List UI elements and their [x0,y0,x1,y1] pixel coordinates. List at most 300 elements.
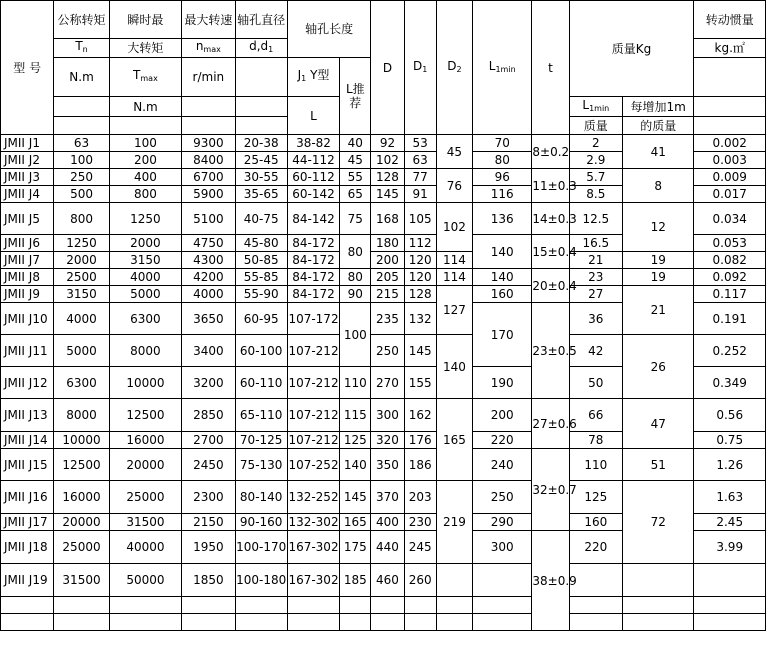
cell-mass-add: 19 [622,252,693,269]
cell-inertia: 0.002 [694,135,766,152]
header-empty-7 [182,117,235,135]
cell-j1y: 132-252 [287,481,339,514]
cell-mass [569,564,622,597]
cell-d: 75-130 [235,449,287,481]
cell-lrec: 55 [340,169,371,186]
cell-d: 20-38 [235,135,287,152]
cell-tn: 4000 [54,303,109,335]
cell-d: 90-160 [235,514,287,531]
cell-tn: 6300 [54,367,109,399]
table-row [1,203,766,235]
table-row-blank [1,597,766,614]
cell-d: 80-140 [235,481,287,514]
cell-nmax: 2700 [182,432,235,449]
cell-D2: 114 [436,252,472,269]
cell-mass-add: 12 [622,203,693,252]
cell-mass: 160 [569,514,622,531]
cell-tn: 63 [54,135,109,152]
cell-D: 320 [371,432,404,449]
header-j1y: $J_1$ Y型 [287,58,339,97]
header-peak-symbol: $T_{max}$ [109,58,181,97]
cell-inertia: 0.349 [694,367,766,399]
cell-tmax: 10000 [109,367,181,399]
cell-tmax: 200 [109,152,181,169]
cell-nmax: 6700 [182,169,235,186]
cell-lrec: 115 [340,399,371,432]
header-speed-unit: r/min [182,58,235,97]
header-max-speed: 最大转速 [182,1,235,39]
cell-D1: 120 [404,269,436,286]
cell-nmax: 3200 [182,367,235,399]
cell-D1: 230 [404,514,436,531]
cell-tmax: 8000 [109,335,181,367]
cell-tmax: 12500 [109,399,181,432]
cell-nmax: 8400 [182,152,235,169]
cell-nmax: 4300 [182,252,235,269]
cell-inertia [694,564,766,597]
cell-L1: 300 [473,531,532,564]
cell-inertia: 0.053 [694,235,766,252]
cell-D: 350 [371,449,404,481]
cell-inertia: 0.191 [694,303,766,335]
cell-mass-add: 21 [622,286,693,335]
cell-j1y: 84-172 [287,235,339,252]
header-empty-4 [694,97,766,117]
cell-inertia: 0.56 [694,399,766,432]
cell-mass: 2 [569,135,622,152]
cell-D: 145 [371,186,404,203]
cell-nmax: 3400 [182,335,235,367]
cell-j1y: 132-302 [288,515,339,529]
header-l-rec: L推 荐 [340,58,371,135]
header-peak-unit: N.m [109,97,181,117]
cell-mass-add [622,564,693,597]
header-mass-l1: $L_{1min}$ [569,97,622,117]
header-peak-torque-b: 大转矩 [109,39,181,58]
cell-inertia: 0.092 [694,269,766,286]
table-row [1,335,766,367]
header-L1min: $L_{1min}$ [473,1,532,135]
header-bore-symbol: $d,d_1$ [235,39,287,58]
cell-j1y: 38-82 [287,135,339,152]
cell-L1: 250 [473,481,532,514]
cell-model: JMII J3 [1,169,54,186]
cell-D: 205 [371,269,404,286]
cell-D: 235 [371,303,404,335]
cell-t: 23±0.5 [532,303,569,399]
cell-lrec: 45 [340,152,371,169]
cell-nmax: 5900 [182,186,235,203]
cell-L1: 140 [473,269,532,286]
cell-d: 70-125 [235,432,287,449]
header-t: t [532,1,569,135]
cell-D: 440 [371,531,404,564]
cell-t: 20±0.4 [532,269,569,303]
cell-nmax: 4000 [182,286,235,303]
cell-tn: 1250 [54,235,109,252]
cell-tmax: 100 [109,135,181,152]
header-peak-torque-a: 瞬时最 [109,1,181,39]
cell-D: 128 [371,169,404,186]
cell-tn: 8000 [54,399,109,432]
header-bore-length: 轴孔长度 [287,1,371,58]
cell-tmax: 1250 [109,203,181,235]
cell-D1: 260 [404,564,436,597]
cell-D: 300 [371,399,404,432]
cell-model: JMII J19 [1,564,54,597]
cell-j1y: 107-212 [287,367,339,399]
cell-mass: 125 [569,481,622,514]
cell-lrec: 185 [340,564,371,597]
cell-tmax: 5000 [109,286,181,303]
cell-j1y: 60-142 [287,186,339,203]
header-mass: 质量Kg [569,1,694,97]
cell-nmax: 1850 [182,564,235,597]
cell-mass-add: 8 [622,169,693,203]
cell-lrec: 100 [340,303,371,367]
cell-model: JMII J13 [1,399,54,432]
cell-nmax: 2300 [182,481,235,514]
cell-t: 38±0.9 [532,531,569,631]
cell-L1: 80 [473,152,532,169]
cell-t: 15±0.4 [532,235,569,269]
cell-D2: 114 [436,269,472,286]
cell-model: JMII J11 [1,335,54,367]
cell-tmax: 4000 [109,269,181,286]
cell-D2: 165 [436,399,472,481]
header-empty-inertia [694,58,766,97]
cell-model: JMII J17 [1,514,54,531]
cell-d: 25-45 [235,152,287,169]
cell-D2: 76 [436,169,472,203]
cell-lrec: 75 [340,203,371,235]
cell-tmax: 800 [109,186,181,203]
cell-L1: 220 [473,432,532,449]
cell-tmax: 3150 [109,252,181,269]
cell-t: 32±0.7 [532,449,569,531]
header-nominal-symbol: $T_n$ [54,39,109,58]
cell-mass: 5.7 [569,169,622,186]
cell-inertia: 0.009 [694,169,766,186]
cell-D1: 245 [404,531,436,564]
cell-mass: 36 [569,303,622,335]
cell-D1: 155 [404,367,436,399]
header-empty-1 [54,97,109,117]
cell-d: 45-80 [235,235,287,252]
cell-L1: 70 [473,135,532,152]
header-empty-8 [235,117,287,135]
cell-j1y: 107-252 [287,449,339,481]
cell-t: 27±0.6 [532,399,569,449]
cell-mass-add: 72 [622,481,693,564]
table-row [1,564,766,597]
cell-tmax: 2000 [109,235,181,252]
header-nominal-torque: 公称转矩 [54,1,109,39]
header-l-label: L [287,97,339,135]
header-inertia: 转动惯量 [694,1,766,39]
cell-model: JMII J10 [1,303,54,335]
cell-L1: 200 [473,399,532,432]
cell-mass: 220 [569,531,622,564]
cell-j1y: 84-172 [287,286,339,303]
cell-inertia: 0.75 [694,432,766,449]
cell-lrec: 140 [340,449,371,481]
cell-D: 92 [371,135,404,152]
cell-inertia: 0.003 [694,152,766,169]
cell-tn: 25000 [54,531,109,564]
cell-mass-add: 47 [622,399,693,449]
cell-nmax: 2850 [182,399,235,432]
cell-j1y: 84-142 [287,203,339,235]
cell-D: 270 [371,367,404,399]
cell-D2 [436,564,472,597]
cell-D1: 112 [404,235,436,252]
cell-model: JMII J16 [1,481,54,514]
cell-d: 30-55 [235,169,287,186]
cell-tmax: 6300 [109,303,181,335]
cell-model: JMII J7 [1,252,54,269]
cell-mass: 16.5 [569,235,622,252]
cell-model: JMII J8 [1,269,54,286]
cell-nmax: 5100 [182,203,235,235]
cell-mass: 23 [569,269,622,286]
cell-d: 100-180 [235,564,287,597]
cell-mass: 27 [569,286,622,303]
cell-lrec: 65 [340,186,371,203]
cell-j1y: 167-302 [287,564,339,597]
cell-D1: 77 [404,169,436,186]
cell-mass: 42 [569,335,622,367]
cell-inertia: 3.99 [694,531,766,564]
cell-model: JMII J18 [1,531,54,564]
header-D: D [371,1,404,135]
cell-d: 65-110 [235,399,287,432]
table-row [1,286,766,303]
cell-d: 100-170 [235,531,287,564]
cell-model: JMII J9 [1,286,54,303]
cell-L1: 190 [473,367,532,399]
cell-inertia: 1.63 [694,481,766,514]
cell-j1y: 107-172 [287,303,339,335]
cell-j1y: 84-172 [287,269,339,286]
cell-D: 168 [371,203,404,235]
cell-tn: 31500 [54,564,109,597]
cell-j1y: 84-172 [287,252,339,269]
cell-tn: 800 [54,203,109,235]
cell-L1 [473,564,532,597]
header-D2: $D_2$ [436,1,472,135]
cell-D1: 105 [404,203,436,235]
cell-mass: 2.9 [569,152,622,169]
cell-d: 50-85 [235,252,287,269]
cell-model: JMII J6 [1,235,54,252]
table-row [1,252,766,269]
table-row [1,399,766,432]
cell-L1: 170 [473,303,532,367]
cell-tmax: 40000 [109,531,181,564]
cell-D2: 102 [436,203,472,252]
cell-t: 8±0.2 [532,135,569,169]
cell-tn: 16000 [54,481,109,514]
header-empty-bore [235,58,287,97]
header-empty-3 [235,97,287,117]
cell-d: 60-110 [235,367,287,399]
cell-inertia: 1.26 [694,449,766,481]
table-row [1,481,766,514]
cell-model: JMII J2 [1,152,54,169]
cell-mass: 110 [569,449,622,481]
cell-nmax: 2150 [182,514,235,531]
table-row-blank [1,614,766,631]
cell-D1: 162 [404,399,436,432]
cell-nmax: 4750 [182,235,235,252]
cell-tn: 2500 [54,269,109,286]
header-mass-l1-b: 质量 [569,117,622,135]
cell-D1: 63 [404,152,436,169]
cell-L1: 116 [473,186,532,203]
cell-j1y: 107-212 [288,433,339,447]
cell-model: JMII J5 [1,203,54,235]
cell-lrec: 80 [340,235,371,269]
cell-inertia: 0.252 [694,335,766,367]
cell-tn: 500 [54,186,109,203]
cell-D: 200 [371,252,404,269]
cell-lrec: 145 [340,481,371,514]
cell-tn: 250 [54,169,109,186]
header-empty-9 [694,117,766,135]
cell-lrec: 80 [340,269,371,286]
cell-D1: 203 [404,481,436,514]
cell-t: 14±0.3 [532,203,569,235]
cell-j1y: 167-302 [287,531,339,564]
cell-D: 180 [371,235,404,252]
cell-mass: 66 [569,399,622,432]
cell-D: 215 [371,286,404,303]
cell-inertia: 0.017 [694,186,766,203]
cell-D: 250 [371,335,404,367]
cell-D1: 176 [404,432,436,449]
cell-tmax: 400 [109,169,181,186]
cell-D2: 219 [436,481,472,564]
cell-D2: 140 [436,335,472,399]
cell-inertia: 2.45 [694,514,766,531]
cell-L1: 240 [473,449,532,481]
cell-mass-add: 51 [622,449,693,481]
cell-mass: 8.5 [569,186,622,203]
cell-L1: 140 [473,235,532,269]
cell-mass: 50 [569,367,622,399]
cell-tn: 20000 [54,514,109,531]
cell-D1: 128 [404,286,436,303]
cell-D: 400 [371,514,404,531]
cell-nmax: 1950 [182,531,235,564]
cell-L1: 96 [473,169,532,186]
cell-mass-add: 26 [622,335,693,399]
cell-d: 40-75 [235,203,287,235]
header-empty-2 [182,97,235,117]
cell-lrec: 125 [340,432,371,449]
cell-tmax: 31500 [109,514,181,531]
cell-lrec: 90 [340,286,371,303]
header-model: 型 号 [1,1,54,135]
cell-lrec: 165 [340,514,371,531]
cell-lrec: 110 [340,367,371,399]
cell-d: 35-65 [235,186,287,203]
cell-lrec: 40 [340,135,371,152]
cell-D1: 120 [404,252,436,269]
header-nominal-unit: N.m [54,58,109,97]
cell-L1: 290 [473,514,532,531]
cell-inertia: 0.034 [694,203,766,235]
cell-nmax: 4200 [182,269,235,286]
cell-D: 102 [371,152,404,169]
cell-model: JMII J14 [1,432,54,449]
cell-nmax: 9300 [182,135,235,152]
cell-D1: 145 [404,335,436,367]
cell-D1: 186 [404,449,436,481]
cell-mass: 21 [569,252,622,269]
cell-D: 460 [371,564,404,597]
cell-j1y: 60-112 [287,169,339,186]
cell-tn: 5000 [54,335,109,367]
cell-D2: 127 [436,286,472,335]
cell-model: JMII J12 [1,367,54,399]
header-D1: $D_1$ [404,1,436,135]
header-empty-6 [109,117,181,135]
cell-mass-add: 41 [622,135,693,169]
cell-d: 55-85 [235,269,287,286]
cell-tn: 100 [54,152,109,169]
cell-model: JMII J1 [1,135,54,152]
cell-j1y: 107-212 [287,335,339,367]
cell-tmax: 50000 [109,564,181,597]
cell-nmax: 3650 [182,303,235,335]
cell-lrec: 175 [340,531,371,564]
cell-model: JMII J4 [1,186,54,203]
cell-d: 55-90 [235,286,287,303]
cell-t: 11±0.3 [532,169,569,203]
header-mass-add-b: 的质量 [622,117,693,135]
cell-tmax: 20000 [109,449,181,481]
header-speed-symbol: $n_{max}$ [182,39,235,58]
cell-d: 60-100 [235,335,287,367]
cell-nmax: 2450 [182,449,235,481]
cell-model: JMII J15 [1,449,54,481]
cell-tmax: 16000 [109,432,181,449]
cell-D2: 45 [436,135,472,169]
header-inertia-unit: kg.㎡ [694,39,766,58]
cell-L1: 136 [473,203,532,235]
table-row [1,269,766,286]
cell-mass: 78 [569,432,622,449]
header-mass-add-a: 每增加1m [622,97,693,117]
cell-j1y: 44-112 [287,152,339,169]
cell-j1y: 107-212 [287,399,339,432]
cell-D1: 132 [404,303,436,335]
table-row [1,169,766,186]
cell-mass: 12.5 [569,203,622,235]
cell-d: 60-95 [235,303,287,335]
cell-D1: 91 [404,186,436,203]
table-row [1,449,766,481]
table-row [1,135,766,152]
cell-tn: 12500 [54,449,109,481]
header-empty-5 [54,117,109,135]
cell-D: 370 [371,481,404,514]
cell-tn: 10000 [54,432,109,449]
cell-tn: 2000 [54,252,109,269]
cell-tmax: 25000 [109,481,181,514]
